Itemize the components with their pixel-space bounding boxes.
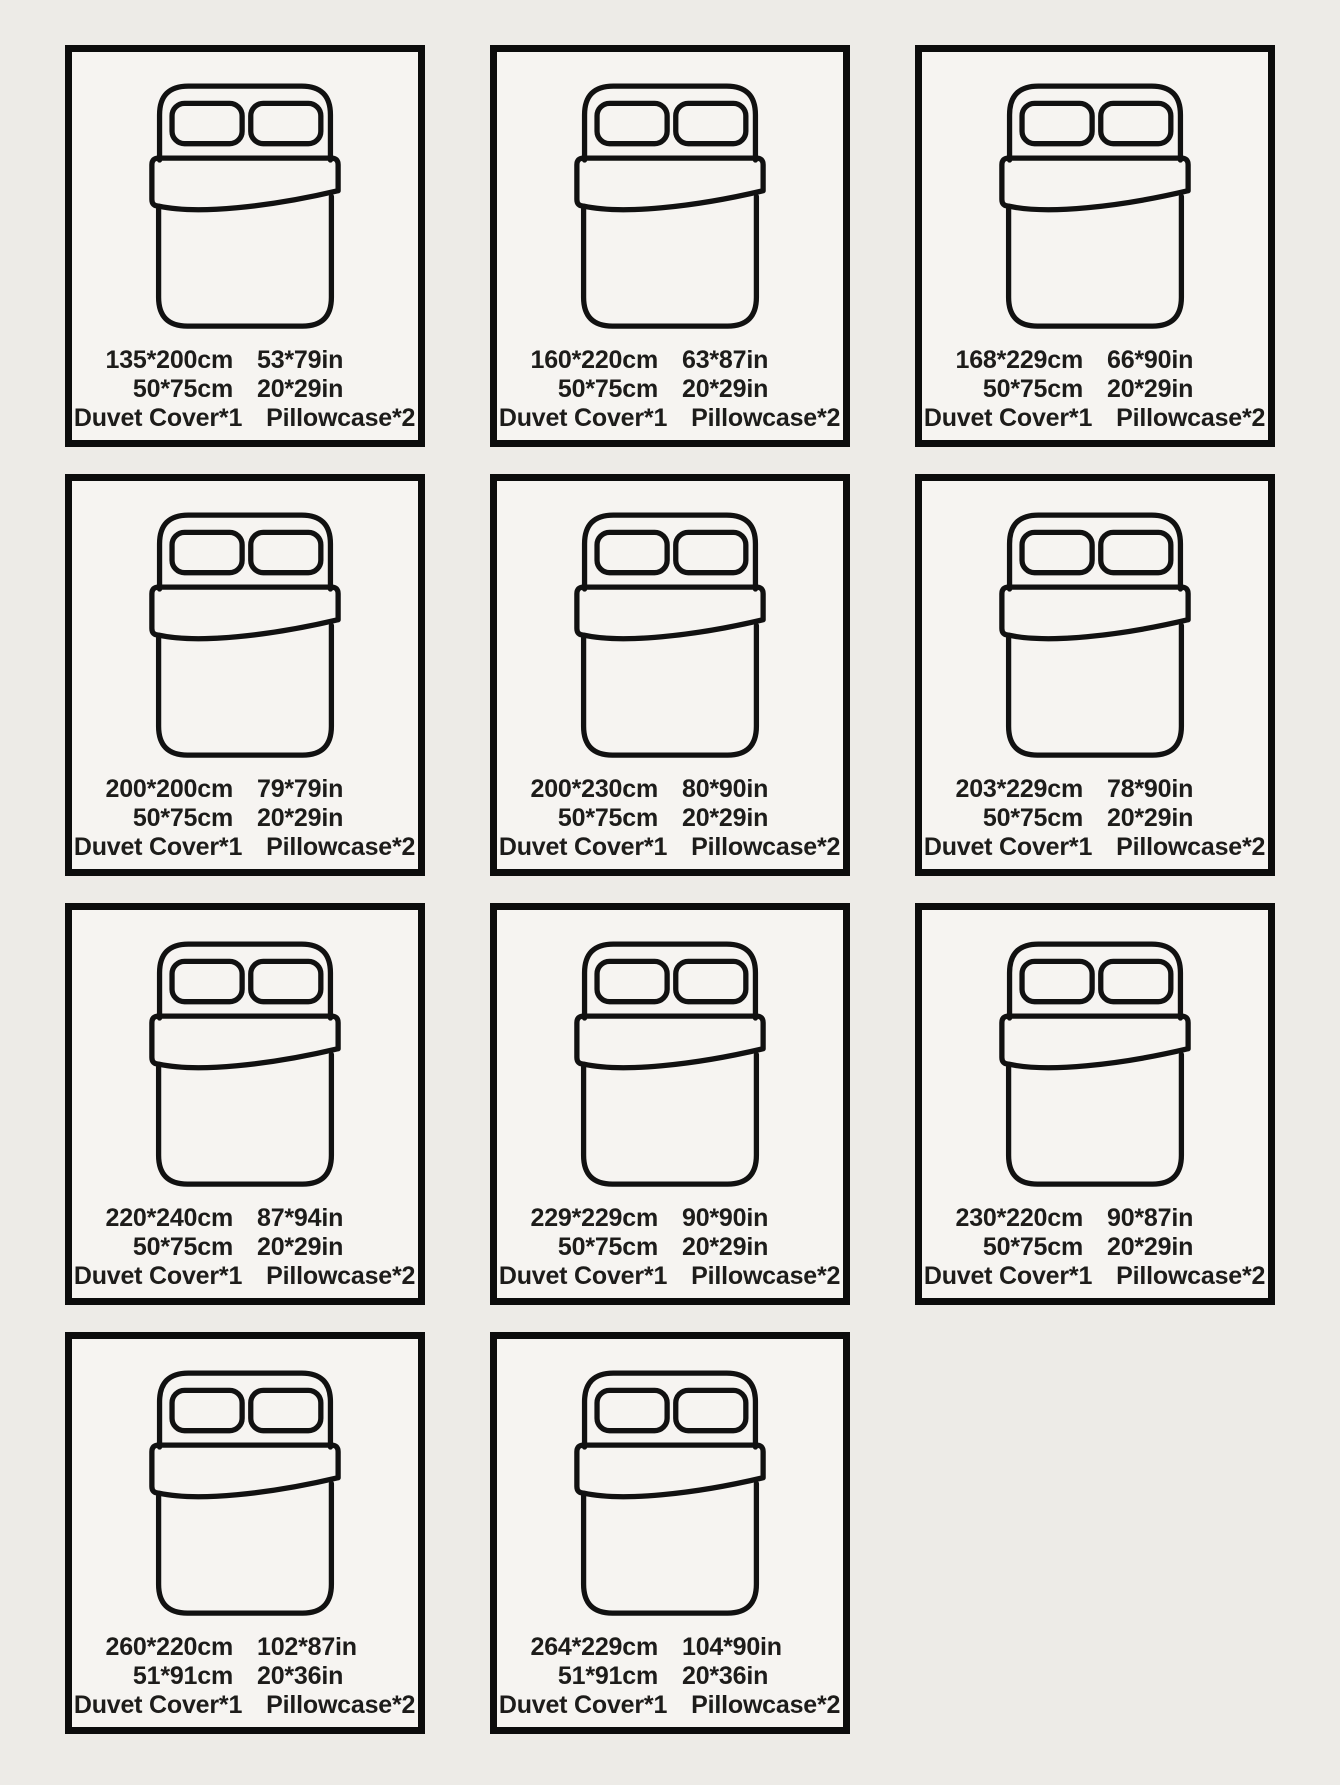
- size-chart-cell: [915, 45, 1275, 447]
- contents-line: [498, 404, 843, 433]
- duvet-count-label: Duvet Cover*1: [73, 1262, 243, 1290]
- size-chart-cell: [490, 1332, 850, 1734]
- pillowcase-count-label: Pillowcase*2: [266, 404, 416, 432]
- duvet-size-cm: 160*220cm: [530, 346, 658, 374]
- bed-top-view-icon: [574, 1370, 766, 1620]
- duvet-size-in: 90*87in: [1107, 1204, 1194, 1232]
- sheet-band-icon: [577, 587, 763, 639]
- pillow-size-in: 20*29in: [257, 375, 344, 403]
- pillow-size-line: [84, 1233, 418, 1262]
- sheet-band-icon: [1002, 1016, 1188, 1068]
- headboard-outline: [585, 1373, 756, 1447]
- pillow-left-icon: [597, 103, 667, 143]
- duvet-size-cm: 229*229cm: [530, 1204, 658, 1232]
- size-chart-cell: [65, 474, 425, 876]
- pillow-size-cm: 50*75cm: [132, 375, 233, 403]
- duvet-count-label: Duvet Cover*1: [498, 1691, 668, 1719]
- bed-top-view-icon: [149, 1370, 341, 1620]
- bed-top-view-icon: [574, 941, 766, 1191]
- duvet-size-line: [84, 1204, 418, 1233]
- sheet-band-icon: [152, 1016, 338, 1068]
- headboard-outline: [1010, 944, 1181, 1018]
- pillow-right-icon: [1101, 103, 1171, 143]
- duvet-size-in: 104*90in: [682, 1633, 782, 1661]
- pillow-size-in: 20*29in: [257, 804, 344, 832]
- contents-line: [923, 833, 1268, 862]
- duvet-size-line: [934, 775, 1268, 804]
- sheet-band-icon: [577, 1445, 763, 1497]
- pillow-size-line: [934, 804, 1268, 833]
- bed-top-view-icon: [574, 83, 766, 333]
- pillow-size-cm: 50*75cm: [132, 1233, 233, 1261]
- duvet-size-line: [934, 346, 1268, 375]
- contents-line: [498, 1262, 843, 1291]
- duvet-count-label: Duvet Cover*1: [73, 404, 243, 432]
- pillow-size-line: [84, 804, 418, 833]
- duvet-count-label: Duvet Cover*1: [923, 404, 1093, 432]
- bed-top-view-icon: [149, 512, 341, 762]
- contents-line: [73, 404, 418, 433]
- duvet-size-cm: 135*200cm: [105, 346, 233, 374]
- pillow-size-cm: 50*75cm: [557, 1233, 658, 1261]
- duvet-size-in: 53*79in: [257, 346, 344, 374]
- pillow-size-cm: 51*91cm: [557, 1662, 658, 1690]
- pillowcase-count-label: Pillowcase*2: [691, 833, 841, 861]
- duvet-size-in: 78*90in: [1107, 775, 1194, 803]
- size-chart-cell: [490, 45, 850, 447]
- size-chart-cell: [65, 903, 425, 1305]
- size-text-block: [72, 1204, 418, 1291]
- headboard-outline: [160, 515, 331, 589]
- pillowcase-count-label: Pillowcase*2: [1116, 404, 1266, 432]
- size-text-block: [497, 346, 843, 433]
- duvet-body-icon: [1009, 196, 1182, 326]
- duvet-size-in: 66*90in: [1107, 346, 1194, 374]
- pillow-size-line: [509, 804, 843, 833]
- sheet-band-icon: [1002, 158, 1188, 210]
- sheet-band-icon: [152, 1445, 338, 1497]
- sheet-band-icon: [152, 587, 338, 639]
- sheet-band-icon: [1002, 587, 1188, 639]
- duvet-size-in: 102*87in: [257, 1633, 357, 1661]
- duvet-size-line: [84, 346, 418, 375]
- duvet-body-icon: [584, 1054, 757, 1184]
- size-chart-cell: [915, 903, 1275, 1305]
- headboard-outline: [585, 944, 756, 1018]
- pillow-left-icon: [597, 961, 667, 1001]
- pillow-size-in: 20*29in: [1107, 1233, 1194, 1261]
- contents-line: [73, 1262, 418, 1291]
- pillow-left-icon: [172, 961, 242, 1001]
- duvet-size-line: [509, 775, 843, 804]
- duvet-body-icon: [584, 625, 757, 755]
- pillow-left-icon: [1022, 532, 1092, 572]
- duvet-size-line: [509, 346, 843, 375]
- pillow-left-icon: [1022, 103, 1092, 143]
- headboard-outline: [160, 1373, 331, 1447]
- size-chart-cell: [490, 474, 850, 876]
- headboard-outline: [1010, 515, 1181, 589]
- pillow-right-icon: [1101, 961, 1171, 1001]
- size-text-block: [72, 1633, 418, 1720]
- pillowcase-count-label: Pillowcase*2: [691, 1262, 841, 1290]
- contents-line: [923, 1262, 1268, 1291]
- pillow-size-in: 20*29in: [257, 1233, 344, 1261]
- pillow-size-line: [84, 375, 418, 404]
- pillow-size-cm: 50*75cm: [982, 804, 1083, 832]
- duvet-size-line: [934, 1204, 1268, 1233]
- size-chart-cell: [65, 45, 425, 447]
- duvet-body-icon: [1009, 1054, 1182, 1184]
- pillow-size-cm: 50*75cm: [132, 804, 233, 832]
- duvet-size-in: 80*90in: [682, 775, 769, 803]
- pillow-size-cm: 50*75cm: [557, 375, 658, 403]
- pillow-size-line: [84, 1662, 418, 1691]
- sheet-band-icon: [152, 158, 338, 210]
- pillowcase-count-label: Pillowcase*2: [266, 1262, 416, 1290]
- pillowcase-count-label: Pillowcase*2: [691, 1691, 841, 1719]
- duvet-size-cm: 230*220cm: [955, 1204, 1083, 1232]
- pillow-size-in: 20*29in: [682, 375, 769, 403]
- sheet-band-icon: [577, 1016, 763, 1068]
- duvet-size-in: 87*94in: [257, 1204, 344, 1232]
- size-text-block: [497, 775, 843, 862]
- duvet-body-icon: [584, 1483, 757, 1613]
- size-text-block: [497, 1633, 843, 1720]
- duvet-body-icon: [159, 1483, 332, 1613]
- pillow-size-in: 20*36in: [257, 1662, 344, 1690]
- pillow-left-icon: [1022, 961, 1092, 1001]
- size-text-block: [72, 775, 418, 862]
- duvet-size-cm: 220*240cm: [105, 1204, 233, 1232]
- bed-top-view-icon: [149, 83, 341, 333]
- duvet-count-label: Duvet Cover*1: [498, 404, 668, 432]
- headboard-outline: [160, 944, 331, 1018]
- duvet-size-in: 90*90in: [682, 1204, 769, 1232]
- duvet-body-icon: [1009, 625, 1182, 755]
- sheet-band-icon: [577, 158, 763, 210]
- pillow-right-icon: [1101, 532, 1171, 572]
- pillow-right-icon: [676, 103, 746, 143]
- size-text-block: [922, 346, 1268, 433]
- contents-line: [73, 833, 418, 862]
- duvet-body-icon: [159, 196, 332, 326]
- duvet-body-icon: [159, 1054, 332, 1184]
- size-text-block: [922, 775, 1268, 862]
- pillow-size-line: [934, 375, 1268, 404]
- duvet-size-cm: 264*229cm: [530, 1633, 658, 1661]
- size-text-block: [922, 1204, 1268, 1291]
- pillow-left-icon: [172, 1390, 242, 1430]
- size-chart-cell: [490, 903, 850, 1305]
- pillow-right-icon: [251, 1390, 321, 1430]
- contents-line: [498, 1691, 843, 1720]
- duvet-size-cm: 260*220cm: [105, 1633, 233, 1661]
- duvet-size-line: [84, 1633, 418, 1662]
- pillow-right-icon: [676, 1390, 746, 1430]
- duvet-size-cm: 168*229cm: [955, 346, 1083, 374]
- size-chart-cell: [915, 474, 1275, 876]
- contents-line: [73, 1691, 418, 1720]
- pillow-size-cm: 50*75cm: [557, 804, 658, 832]
- pillowcase-count-label: Pillowcase*2: [1116, 1262, 1266, 1290]
- pillow-size-line: [509, 1233, 843, 1262]
- size-text-block: [497, 1204, 843, 1291]
- pillow-right-icon: [251, 532, 321, 572]
- duvet-size-cm: 200*230cm: [530, 775, 658, 803]
- pillow-size-line: [934, 1233, 1268, 1262]
- headboard-outline: [585, 515, 756, 589]
- pillow-size-in: 20*29in: [1107, 375, 1194, 403]
- pillowcase-count-label: Pillowcase*2: [266, 1691, 416, 1719]
- duvet-count-label: Duvet Cover*1: [73, 833, 243, 861]
- contents-line: [923, 404, 1268, 433]
- duvet-body-icon: [159, 625, 332, 755]
- duvet-size-cm: 200*200cm: [105, 775, 233, 803]
- duvet-body-icon: [584, 196, 757, 326]
- pillow-right-icon: [251, 961, 321, 1001]
- bed-top-view-icon: [999, 83, 1191, 333]
- pillow-right-icon: [676, 532, 746, 572]
- bed-top-view-icon: [999, 941, 1191, 1191]
- size-text-block: [72, 346, 418, 433]
- duvet-size-line: [84, 775, 418, 804]
- bed-top-view-icon: [999, 512, 1191, 762]
- pillowcase-count-label: Pillowcase*2: [1116, 833, 1266, 861]
- headboard-outline: [585, 86, 756, 160]
- bed-top-view-icon: [149, 941, 341, 1191]
- duvet-size-line: [509, 1633, 843, 1662]
- pillow-size-in: 20*36in: [682, 1662, 769, 1690]
- duvet-count-label: Duvet Cover*1: [498, 833, 668, 861]
- duvet-size-in: 79*79in: [257, 775, 344, 803]
- duvet-count-label: Duvet Cover*1: [923, 1262, 1093, 1290]
- duvet-count-label: Duvet Cover*1: [73, 1691, 243, 1719]
- duvet-size-in: 63*87in: [682, 346, 769, 374]
- duvet-size-cm: 203*229cm: [955, 775, 1083, 803]
- pillow-left-icon: [172, 103, 242, 143]
- pillow-size-in: 20*29in: [682, 804, 769, 832]
- pillow-left-icon: [597, 532, 667, 572]
- bed-top-view-icon: [574, 512, 766, 762]
- pillowcase-count-label: Pillowcase*2: [266, 833, 416, 861]
- headboard-outline: [1010, 86, 1181, 160]
- pillow-size-line: [509, 1662, 843, 1691]
- size-chart-cell: [65, 1332, 425, 1734]
- duvet-count-label: Duvet Cover*1: [498, 1262, 668, 1290]
- pillow-left-icon: [597, 1390, 667, 1430]
- pillow-size-cm: 50*75cm: [982, 1233, 1083, 1261]
- pillow-size-in: 20*29in: [1107, 804, 1194, 832]
- contents-line: [498, 833, 843, 862]
- pillow-size-in: 20*29in: [682, 1233, 769, 1261]
- pillow-left-icon: [172, 532, 242, 572]
- pillow-right-icon: [676, 961, 746, 1001]
- pillow-size-cm: 51*91cm: [132, 1662, 233, 1690]
- pillow-size-line: [509, 375, 843, 404]
- pillow-right-icon: [251, 103, 321, 143]
- headboard-outline: [160, 86, 331, 160]
- duvet-count-label: Duvet Cover*1: [923, 833, 1093, 861]
- pillow-size-cm: 50*75cm: [982, 375, 1083, 403]
- pillowcase-count-label: Pillowcase*2: [691, 404, 841, 432]
- duvet-size-line: [509, 1204, 843, 1233]
